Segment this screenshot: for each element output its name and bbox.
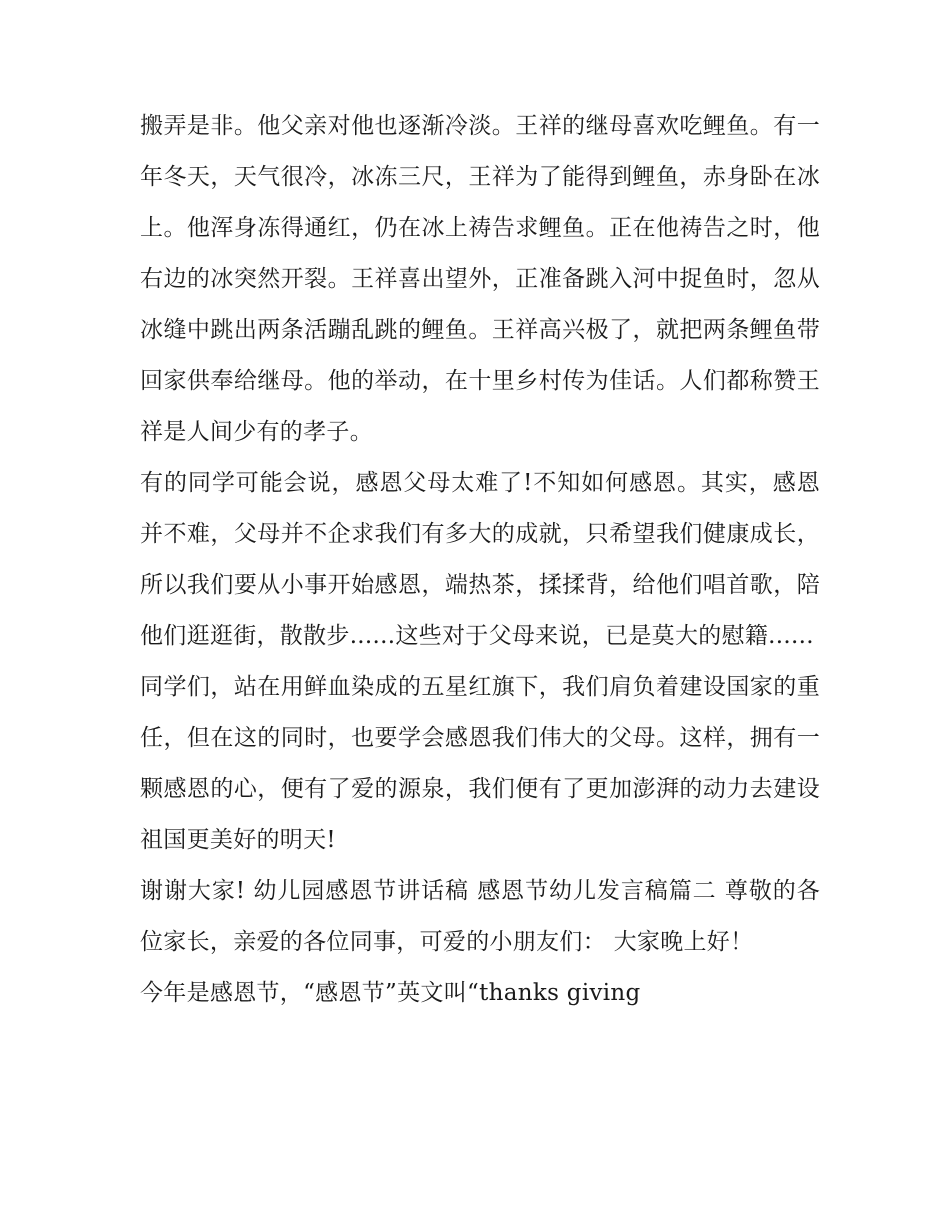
paragraph-wang-xiang-story: 搬弄是非。他父亲对他也逐渐冷淡。王祥的继母喜欢吃鲤鱼。有一年冬天，天气很冷，冰冻三尺，王祥为了能得到鲤鱼，赤身卧在冰上。他浑身冻得通红，仍在冰上祷告求鲤鱼。正在他祷告之时，他右边的冰突然开裂。王祥喜出望外，正准备跳入河中捉鱼时，忽从冰缝中跳出两条活蹦乱跳的鲤鱼。王祥高兴极了，就把两条鲤鱼带回家供奉给继母。他的举动，在十里乡村传为佳话。人们都称赞王祥是人间少有的孝子。	[140, 113, 820, 445]
document-body	[140, 101, 820, 1019]
paragraph-classmates-responsibility: 同学们，站在用鲜血染成的五星红旗下，我们肩负着建设国家的重任，但在这的同时，也要学会感恩我们伟大的父母。这样，拥有一颗感恩的心，便有了爱的源泉，我们便有了更加澎湃的动力去建设祖国更美好的明天!	[140, 674, 820, 853]
paragraph-thanksgiving-intro: 今年是感恩节，“感恩节”英文叫“thanks giving	[140, 980, 641, 1006]
paragraph-kindergarten-speech-greeting: 谢谢大家! 幼儿园感恩节讲话稿 感恩节幼儿发言稿篇二 尊敬的各位家长，亲爱的各位同事，可爱的小朋友们： 大家晚上好！	[140, 878, 820, 955]
paragraph-how-to-be-grateful: 有的同学可能会说，感恩父母太难了!不知如何感恩。其实，感恩并不难，父母并不企求我们有多大的成就，只希望我们健康成长，所以我们要从小事开始感恩，端热茶，揉揉背，给他们唱首歌，陪他们逛逛街，散散步......这些对于父母来说，已是莫大的慰籍......	[140, 470, 820, 649]
